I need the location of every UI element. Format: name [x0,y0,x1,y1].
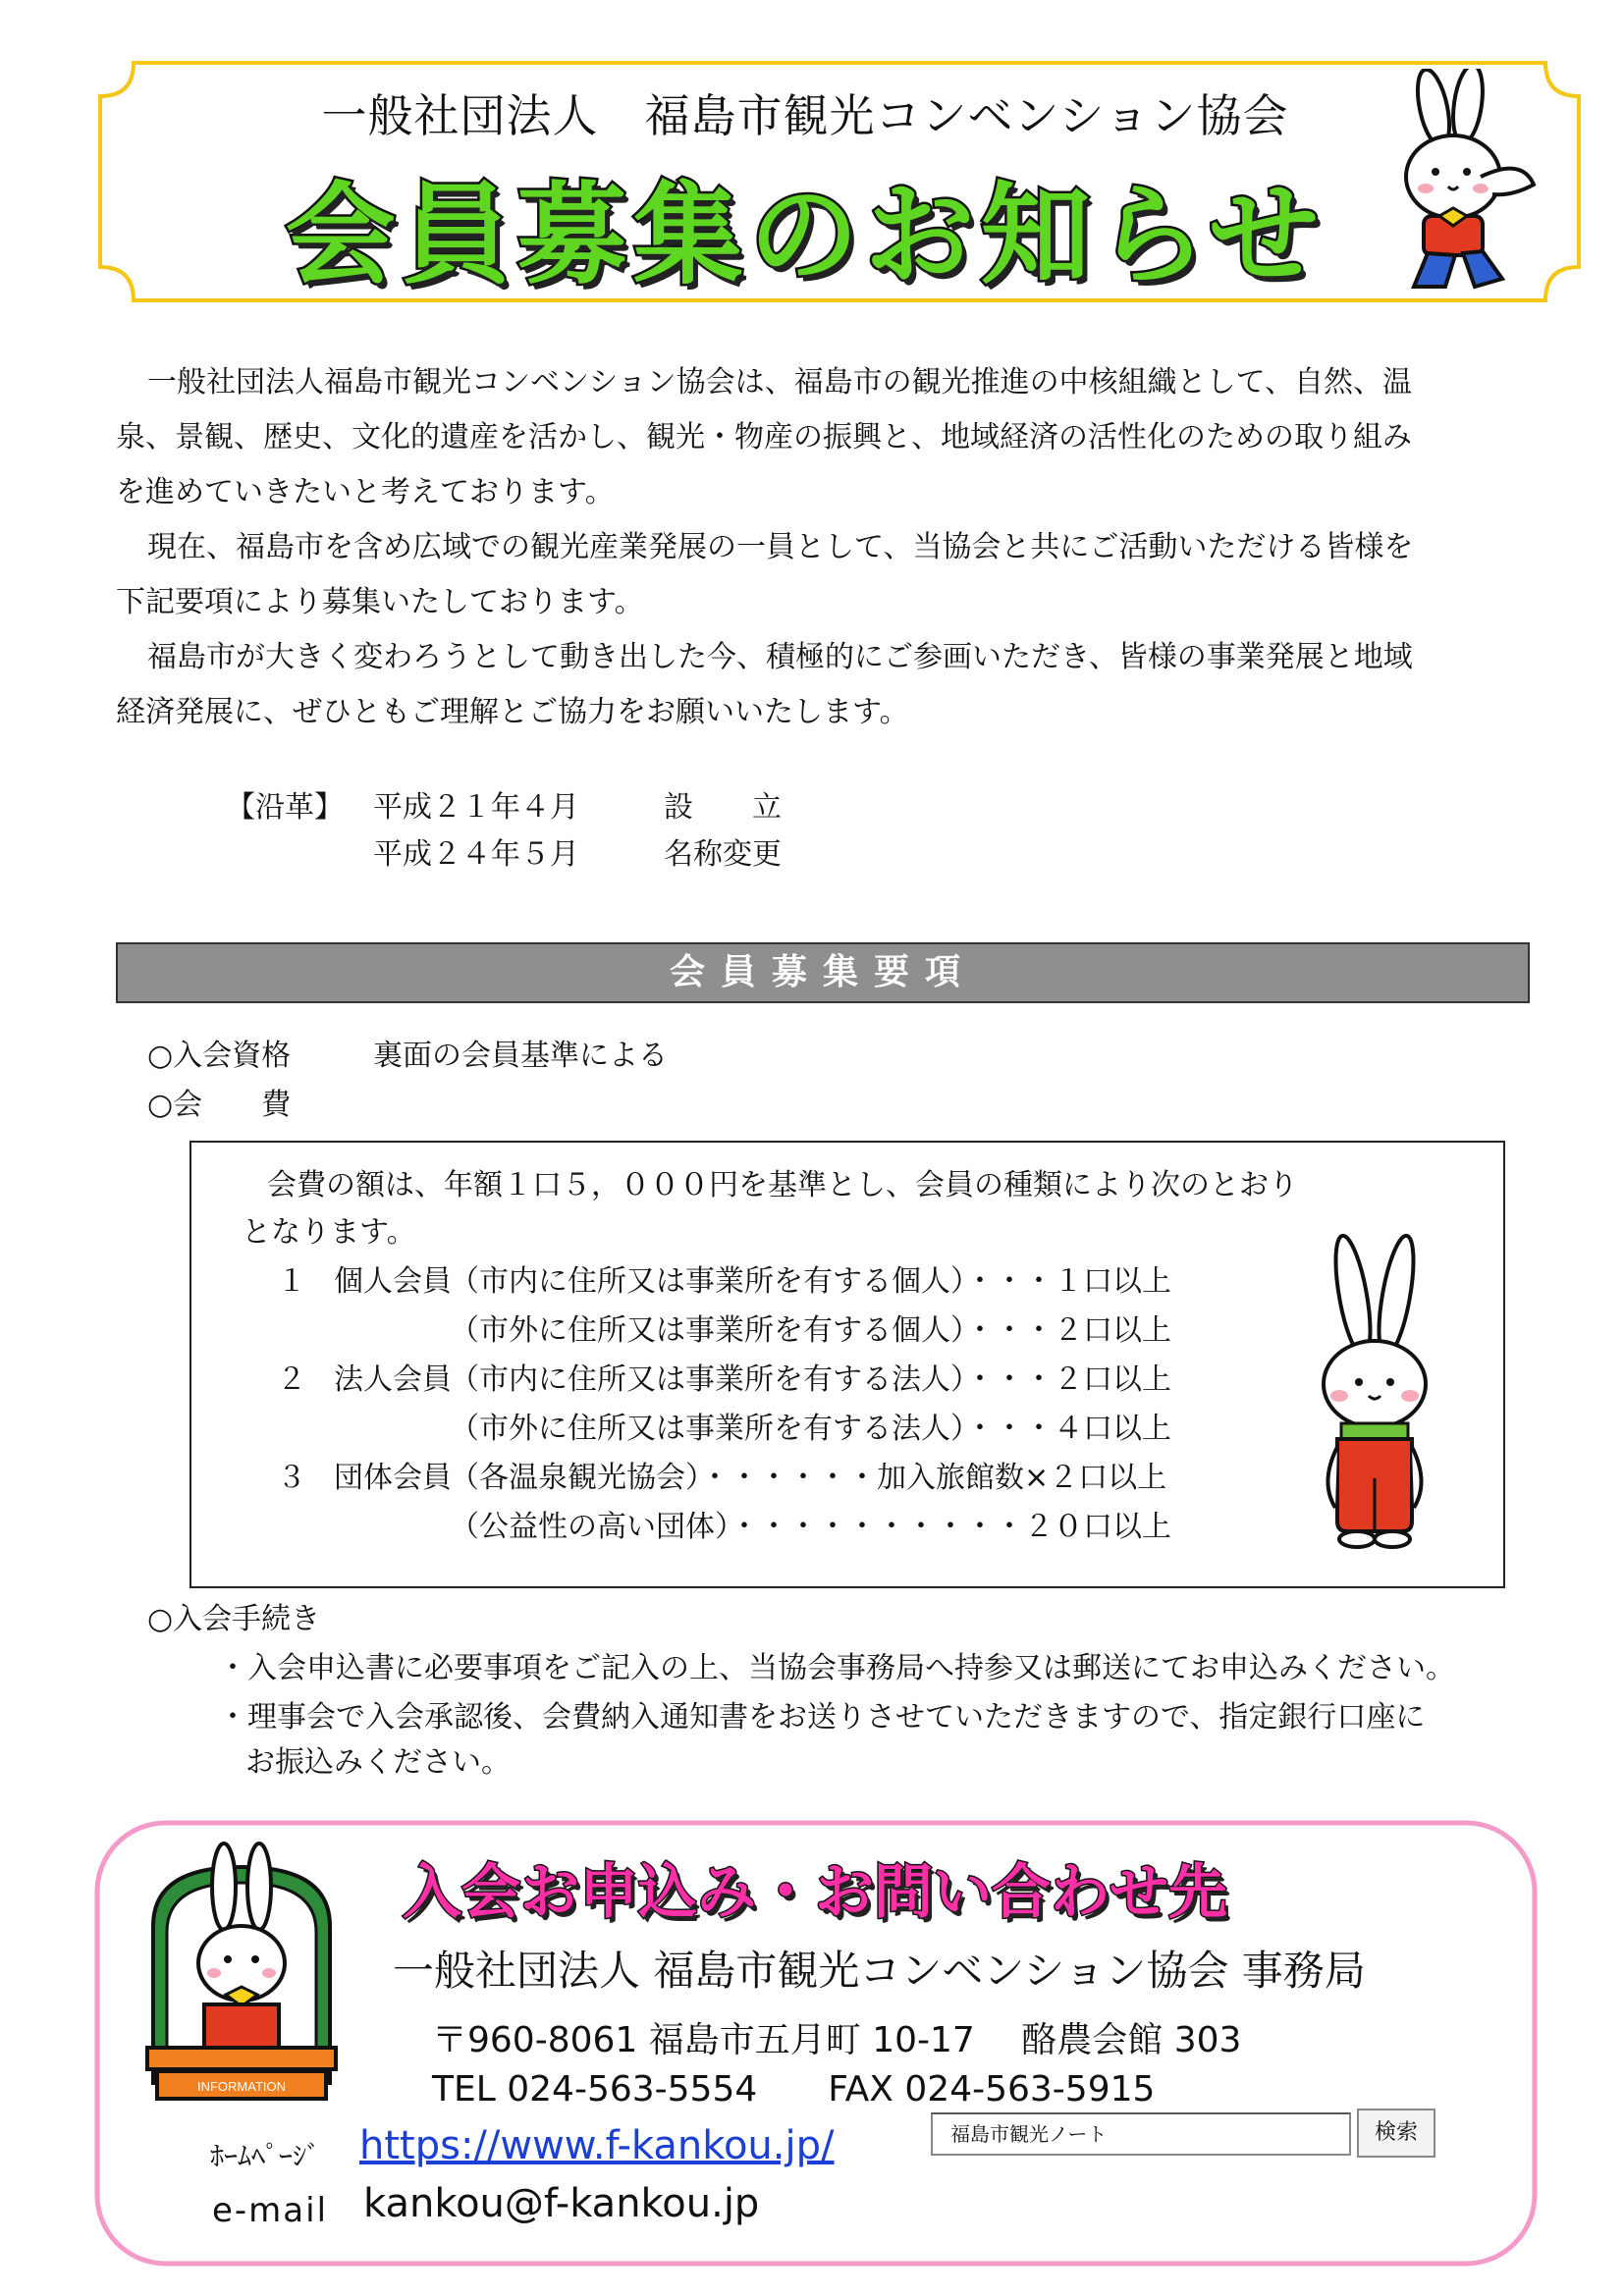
fee-row-number: ３ [277,1461,306,1495]
history-event: 名称変更 [664,837,782,872]
procedure-label: ○入会手続き [147,1602,321,1636]
homepage-label: ﾎｰﾑﾍﾟｰｼﾞ [210,2140,321,2172]
fee-row-type: 団体会員 [334,1461,452,1495]
fee-row-desc: （市外に住所又は事業所を有する個人）・・・２口以上 [450,1313,1171,1348]
contact-address: 〒960-8061 福島市五月町 10-17 酪農会館 303 [432,2020,1242,2060]
intro-text: 一般社団法人福島市観光コンベンション協会は、福島市の観光推進の中核組織として、自然、温 泉、景観、歴史、文化的遺産を活かし、観光・物産の振興と、地域経済の活性化のための取り組み を進めていきたいと考えております。 現在、福島市を含め広域での観光産業発展の一員として、当協会と共にご活動いただける皆様を 下記要項により募集いたしております。 福島市が大きく変わろうとして動き出した今、積極的にご参画いただき、皆様の事業発展と地域 経済発展に、ぜひともご理解とご協力をお願いいたします。 [116,365,1414,729]
section-title-bar: 会員募集要項 [116,942,1530,1003]
fee-row-desc: （市外に住所又は事業所を有する法人）・・・４口以上 [450,1412,1171,1446]
rabbit-mascot-icon [1365,69,1561,294]
fee-intro: となります。 [242,1215,416,1250]
contact-organization: 一般社団法人 福島市観光コンベンション協会 事務局 [393,1947,1366,1995]
email-address[interactable]: kankou@f-kankou.jp [363,2181,760,2226]
qualification-value: 裏面の会員基準による [373,1039,668,1073]
history-date: 平成２４年５月 [373,837,579,872]
page-title: 会員募集のお知らせ [285,172,1326,299]
procedure-item: ・入会申込書に必要事項をご記入の上、当協会事務局へ持参又は郵送にてお申込みください。 [218,1651,1455,1685]
fee-row-number: １ [277,1264,306,1299]
svg-text:INFORMATION: INFORMATION [196,2079,287,2094]
fee-row-type: 法人会員 [334,1362,452,1397]
contact-phone: TEL 024-563-5554 FAX 024-563-5915 [432,2069,1156,2109]
procedure-item: お振込みください。 [245,1745,511,1780]
email-label: e-mail [212,2191,329,2230]
history-label: 【沿革】 [226,790,344,825]
fee-row-desc: （公益性の高い団体）・・・・・・・・・・２０口以上 [450,1510,1171,1544]
search-button[interactable]: 検索 [1357,2109,1435,2158]
history-date: 平成２１年４月 [373,790,579,825]
homepage-link[interactable]: https://www.f-kankou.jp/ [359,2123,835,2168]
contact-title: 入会お申込み・お問い合わせ先 [403,1858,1227,1927]
procedure-item: ・理事会で入会承認後、会費納入通知書をお送りさせていただきますので、指定銀行口座に [218,1700,1426,1735]
fee-row-desc: （市内に住所又は事業所を有する個人）・・・１口以上 [450,1264,1171,1299]
search-input[interactable]: 福島市観光ノート [931,2112,1351,2156]
organization-name: 一般社団法人 福島市観光コンベンション協会 [321,89,1289,142]
fee-intro: 会費の額は、年額１口５，０００円を基準とし、会員の種類により次のとおり [267,1168,1298,1202]
fee-row-type: 個人会員 [334,1264,452,1299]
fee-row-desc: （市内に住所又は事業所を有する法人）・・・２口以上 [450,1362,1171,1397]
information-sign-icon [143,1838,340,2103]
qualification-label: ○入会資格 [147,1039,292,1073]
fee-row-number: ２ [277,1362,306,1397]
history-event: 設 立 [664,790,782,825]
rabbit-mascot-icon [1296,1227,1453,1551]
fee-row-desc: （各温泉観光協会）・・・・・・加入旅館数×２口以上 [450,1461,1167,1495]
fee-label: ○会 費 [147,1088,292,1122]
